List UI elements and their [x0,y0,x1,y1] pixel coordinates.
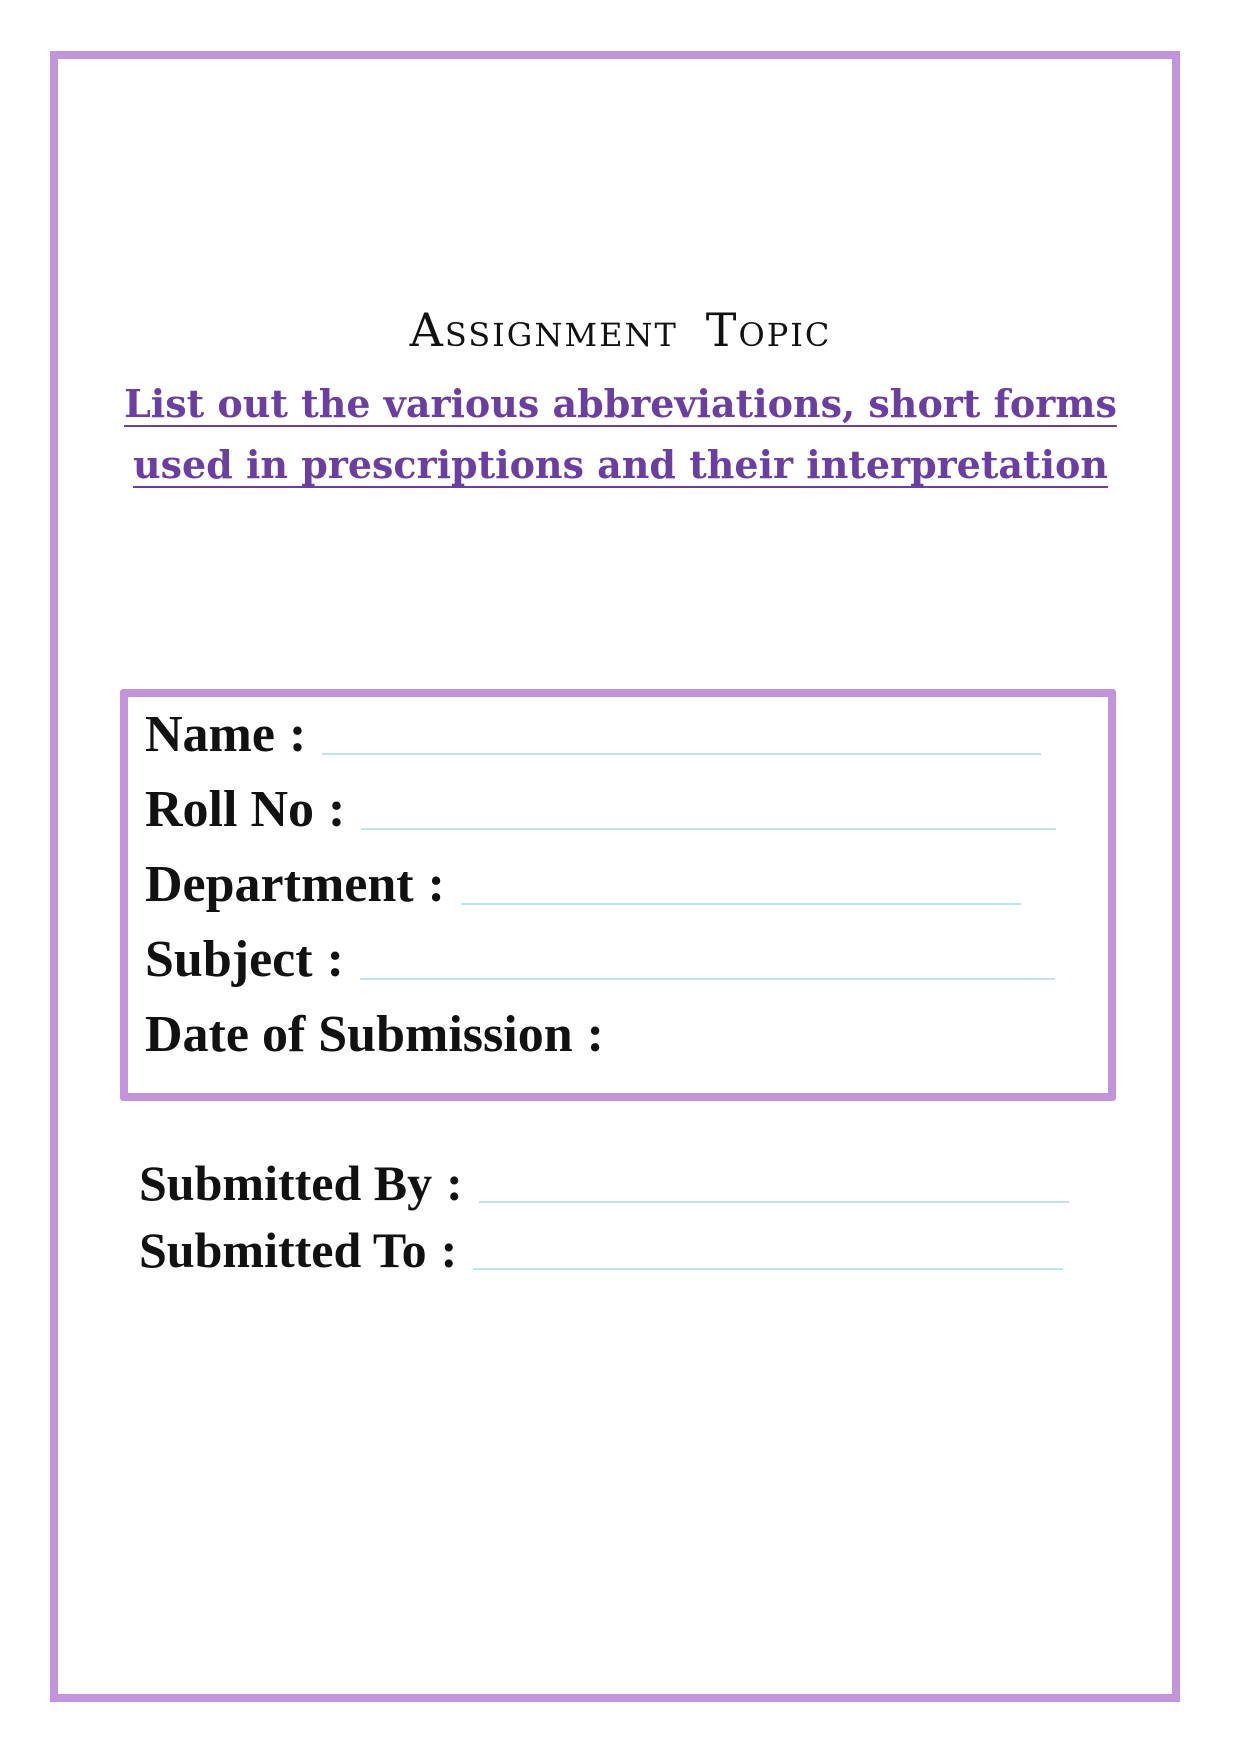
roll-no-input-line[interactable] [361,828,1056,830]
subject-label: Subject [145,931,313,988]
name-field [145,705,1041,765]
department-label: Department [145,856,414,913]
submitted-to-field [139,1220,1063,1280]
topic-title [100,373,1141,495]
name-colon: : [288,706,307,763]
subject-field [145,930,1055,990]
date-of-submission-field [145,1005,604,1065]
assignment-heading [0,300,1241,360]
subject-colon: : [326,931,344,988]
department-input-line[interactable] [461,903,1021,905]
name-label: Name [145,706,275,763]
topic-line-text: used in prescriptions and their interpretation [132,442,1108,487]
roll-no-colon: : [328,781,346,838]
submitted-by-colon: : [446,1155,463,1211]
name-input-line[interactable] [322,753,1041,755]
submitted-to-label: Submitted To [139,1222,427,1278]
topic-line [100,373,1141,434]
roll-no-field [145,780,1056,840]
heading-word: Topic [705,303,832,357]
subject-input-line[interactable] [360,978,1055,980]
department-colon: : [427,856,445,913]
roll-no-label: Roll No [145,781,314,838]
submitted-to-input-line[interactable] [473,1268,1063,1270]
submitted-by-field [139,1153,1069,1213]
heading-word: Assignment [409,303,678,357]
submitted-by-input-line[interactable] [479,1201,1069,1203]
topic-line-text: List out the various abbreviations, short forms [124,381,1117,426]
submitted-to-colon: : [440,1222,458,1278]
date-of-submission-colon: : [586,1006,604,1063]
department-field [145,855,1021,915]
date-of-submission-label: Date of Submission [145,1006,573,1063]
topic-line [100,434,1141,495]
submitted-by-label: Submitted By [139,1155,433,1211]
